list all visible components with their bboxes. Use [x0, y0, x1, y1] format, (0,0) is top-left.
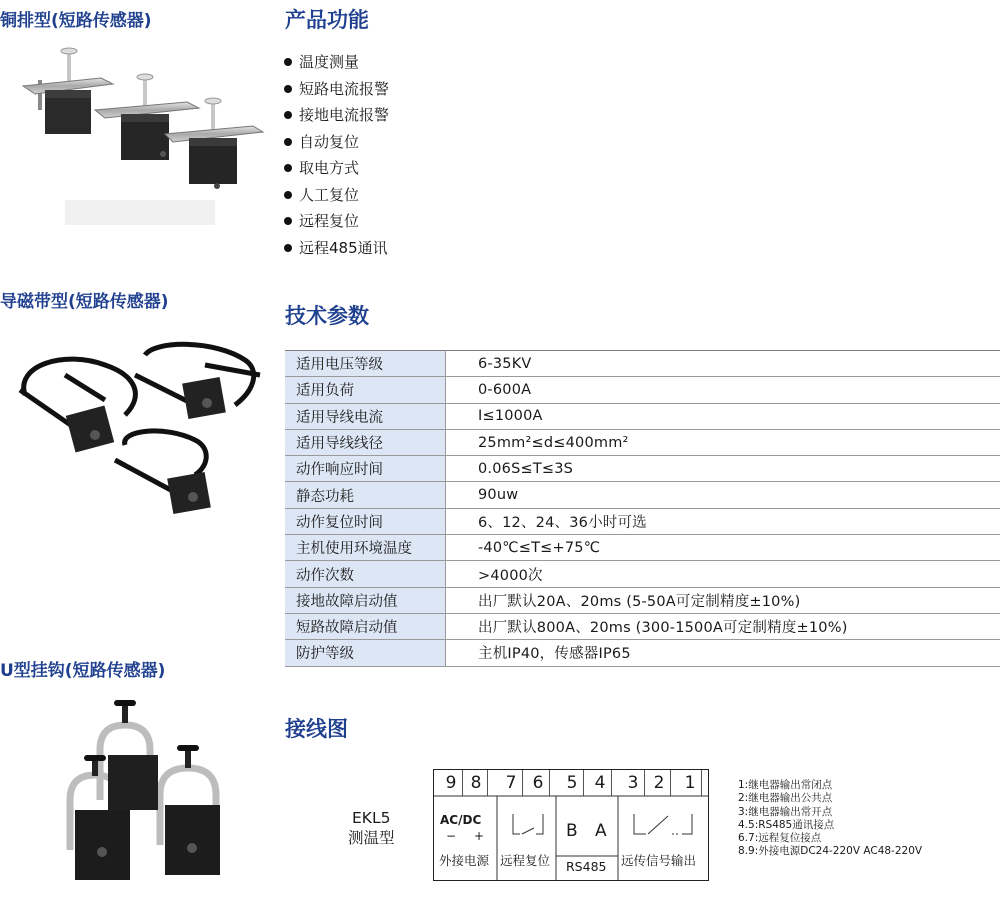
param-key: 短路故障启动值 — [285, 613, 446, 639]
feature-item: 远程485通讯 — [283, 237, 389, 264]
remote-signal-label: 远传信号输出 — [621, 851, 696, 869]
param-value: 6、12、24、36小时可选 — [446, 508, 1000, 534]
magnetic-sensor-image — [5, 335, 275, 530]
param-key: 接地故障启动值 — [285, 587, 446, 613]
table-row — [285, 429, 1000, 455]
table-row — [285, 561, 1000, 587]
param-key: 适用导线线径 — [285, 429, 446, 455]
terminal-block — [433, 769, 709, 881]
note-item: 2:继电器输出公共点 — [738, 792, 922, 805]
param-value: >4000次 — [446, 561, 1000, 587]
note-item: 1:继电器输出常闭点 — [738, 779, 922, 792]
hook-sensor-image — [40, 700, 265, 900]
feature-item: 人工复位 — [283, 184, 389, 211]
param-key: 适用电压等级 — [285, 351, 446, 377]
minus-label: − — [446, 829, 456, 843]
copper-type-title: 铜排型(短路传感器) — [0, 6, 152, 31]
terminal-number: 1 — [679, 770, 702, 796]
feature-item: 取电方式 — [283, 157, 389, 184]
table-row — [285, 351, 1000, 377]
param-value: 25mm²≤d≤400mm² — [446, 429, 1000, 455]
feature-list — [283, 51, 389, 263]
param-key: 适用导线电流 — [285, 403, 446, 429]
terminal-number: 5 — [561, 770, 584, 796]
terminal-b-label: B — [566, 821, 578, 841]
feature-item: 远程复位 — [283, 210, 389, 237]
magnetic-type-title: 导磁带型(短路传感器) — [0, 287, 169, 312]
acdc-label: AC/DC — [440, 813, 481, 827]
table-row — [285, 613, 1000, 639]
wiring-notes — [738, 779, 922, 859]
copper-sensor-image — [15, 40, 270, 230]
wiring-title: 接线图 — [285, 713, 348, 743]
param-value: 主机IP40，传感器IP65 — [446, 640, 1000, 666]
table-row — [285, 535, 1000, 561]
hook-type-title: U型挂钩(短路传感器) — [0, 656, 165, 681]
ext-power-label: 外接电源 — [439, 851, 489, 869]
param-key: 静态功耗 — [285, 482, 446, 508]
table-row — [285, 377, 1000, 403]
terminal-number: 2 — [648, 770, 671, 796]
features-title: 产品功能 — [285, 4, 369, 34]
feature-item: 温度测量 — [283, 51, 389, 78]
param-key: 动作响应时间 — [285, 456, 446, 482]
terminal-number: 8 — [465, 770, 488, 796]
terminal-number: 9 — [440, 770, 463, 796]
terminal-number: 7 — [500, 770, 523, 796]
param-value: 0.06S≤T≤3S — [446, 456, 1000, 482]
param-value: 0-600A — [446, 377, 1000, 403]
table-row — [285, 456, 1000, 482]
terminal-number: 6 — [527, 770, 550, 796]
rs485-label: RS485 — [566, 859, 606, 874]
terminal-number: 4 — [589, 770, 612, 796]
param-key: 动作次数 — [285, 561, 446, 587]
param-value: 出厂默认20A、20ms (5-50A可定制精度±10%) — [446, 587, 1000, 613]
table-row — [285, 640, 1000, 666]
wiring-model — [348, 808, 395, 848]
param-value: 90uw — [446, 482, 1000, 508]
feature-item: 接地电流报警 — [283, 104, 389, 131]
model-type: 测温型 — [348, 828, 395, 848]
param-key: 防护等级 — [285, 640, 446, 666]
param-key: 适用负荷 — [285, 377, 446, 403]
param-key: 主机使用环境温度 — [285, 535, 446, 561]
terminal-number: 3 — [622, 770, 645, 796]
table-row — [285, 482, 1000, 508]
note-item: 4.5:RS485通讯接点 — [738, 819, 922, 832]
param-value: 出厂默认800A、20ms (300-1500A可定制精度±10%) — [446, 613, 1000, 639]
param-key: 动作复位时间 — [285, 508, 446, 534]
feature-item: 短路电流报警 — [283, 78, 389, 105]
model-name: EKL5 — [348, 808, 395, 828]
plus-label: + — [474, 829, 484, 843]
param-value: -40℃≤T≤+75℃ — [446, 535, 1000, 561]
table-row — [285, 403, 1000, 429]
feature-item: 自动复位 — [283, 131, 389, 158]
terminal-a-label: A — [595, 821, 607, 841]
note-item: 3:继电器输出常开点 — [738, 806, 922, 819]
params-title: 技术参数 — [285, 300, 369, 330]
params-table — [285, 350, 1000, 667]
note-item: 8.9:外接电源DC24-220V AC48-220V — [738, 845, 922, 858]
table-row — [285, 508, 1000, 534]
remote-reset-label: 远程复位 — [500, 851, 550, 869]
param-value: 6-35KV — [446, 351, 1000, 377]
table-row — [285, 587, 1000, 613]
param-value: I≤1000A — [446, 403, 1000, 429]
note-item: 6.7:远程复位接点 — [738, 832, 922, 845]
